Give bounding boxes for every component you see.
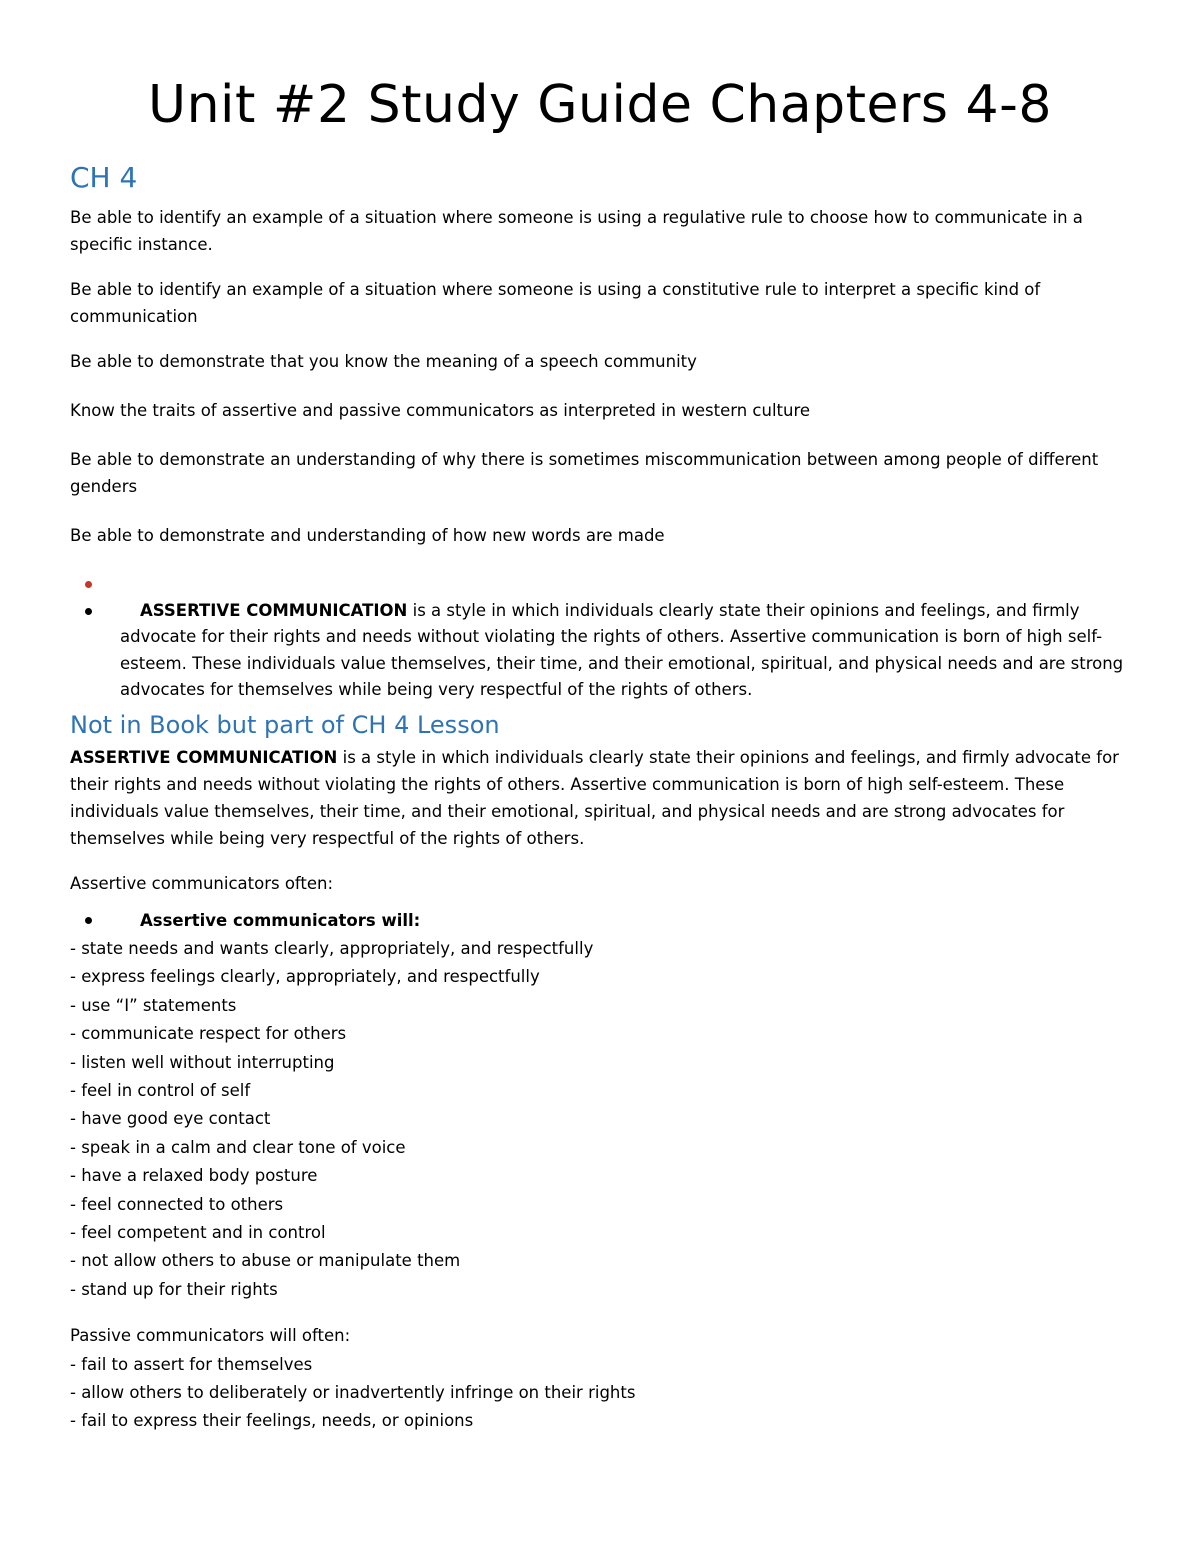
list-item: - fail to assert for themselves bbox=[70, 1354, 313, 1374]
ch4-item-2: Be able to identify an example of a situation where someone is using a constitutive rule to interpret a specific kind of communication bbox=[70, 280, 1041, 326]
list-item: - communicate respect for others bbox=[70, 1024, 347, 1044]
ch4-item-4: Know the traits of assertive and passive communicators as interpreted in western culture bbox=[70, 401, 811, 420]
empty-bullet-item bbox=[70, 571, 1135, 598]
ch4-item-1: Be able to identify an example of a situation where someone is using a regulative rule to choose how to communicate in a specific instance. bbox=[70, 208, 1083, 254]
list-item: - feel competent and in control bbox=[70, 1222, 326, 1242]
ch4-heading: CH 4 bbox=[70, 161, 138, 194]
bullet-icon bbox=[85, 917, 92, 924]
definition-text: is a style in which individuals clearly state their opinions and feelings, and firmly advocate for their rights and needs without violating the rights of others. Assertive communication is born of high self-esteem. These individuals value themselves, their time, and their emotional, spiritual, and physical needs and are strong advocates for themselves while being very respectful of the rights of others. bbox=[70, 747, 1119, 848]
assertive-bullet-item bbox=[70, 598, 1135, 704]
assertive-traits-list bbox=[70, 935, 1135, 1304]
list-item: - feel connected to others bbox=[70, 1194, 284, 1214]
passive-traits-list bbox=[70, 1322, 1135, 1436]
assertive-term: ASSERTIVE COMMUNICATION bbox=[140, 600, 408, 620]
ch4-item-5: Be able to demonstrate an understanding of why there is sometimes miscommunication between among people of different genders bbox=[70, 450, 1099, 496]
list-item: - state needs and wants clearly, appropriately, and respectfully bbox=[70, 938, 594, 958]
ch4-bullet-list bbox=[70, 571, 1135, 704]
not-in-book-definition bbox=[70, 744, 1135, 852]
document-body bbox=[70, 160, 1135, 1436]
list-item: - express feelings clearly, appropriately, and respectfully bbox=[70, 967, 540, 987]
list-item: - use “I” statements bbox=[70, 995, 237, 1015]
list-item: - allow others to deliberately or inadvertently infringe on their rights bbox=[70, 1383, 636, 1402]
list-item: - not allow others to abuse or manipulate them bbox=[70, 1251, 461, 1271]
ch4-item-6: Be able to demonstrate and understanding of how new words are made bbox=[70, 526, 665, 545]
list-item: - speak in a calm and clear tone of voice bbox=[70, 1137, 406, 1157]
document-title: Unit #2 Study Guide Chapters 4-8 bbox=[148, 75, 1052, 135]
assertive-definition: is a style in which individuals clearly state their opinions and feelings, and firmly advocate for their rights and needs without violating the rights of others. Assertive communication is born of high self-esteem. These individuals value themselves, their time, and their emotional, spiritual, and physical needs and are strong advocates for themselves while being very respectful of the rights of others. bbox=[120, 600, 1124, 699]
list-item: - have good eye contact bbox=[70, 1109, 271, 1129]
passive-label: Passive communicators will often: bbox=[70, 1326, 351, 1346]
list-item: - stand up for their rights bbox=[70, 1279, 278, 1299]
list-item: - fail to express their feelings, needs, or opinions bbox=[70, 1411, 474, 1431]
assertive-will-label: Assertive communicators will: bbox=[140, 910, 421, 930]
definition-term: ASSERTIVE COMMUNICATION bbox=[70, 747, 338, 767]
assertive-will-list bbox=[70, 907, 1135, 935]
list-item: - have a relaxed body posture bbox=[70, 1166, 318, 1186]
assertive-will-item bbox=[70, 907, 1135, 935]
assertive-often-label: Assertive communicators often: bbox=[70, 873, 334, 893]
list-item: - feel in control of self bbox=[70, 1080, 251, 1100]
bullet-icon bbox=[85, 608, 92, 615]
not-in-book-heading: Not in Book but part of CH 4 Lesson bbox=[70, 710, 500, 739]
ch4-item-3: Be able to demonstrate that you know the meaning of a speech community bbox=[70, 352, 697, 371]
list-item: - listen well without interrupting bbox=[70, 1052, 335, 1072]
bullet-icon bbox=[85, 581, 92, 588]
